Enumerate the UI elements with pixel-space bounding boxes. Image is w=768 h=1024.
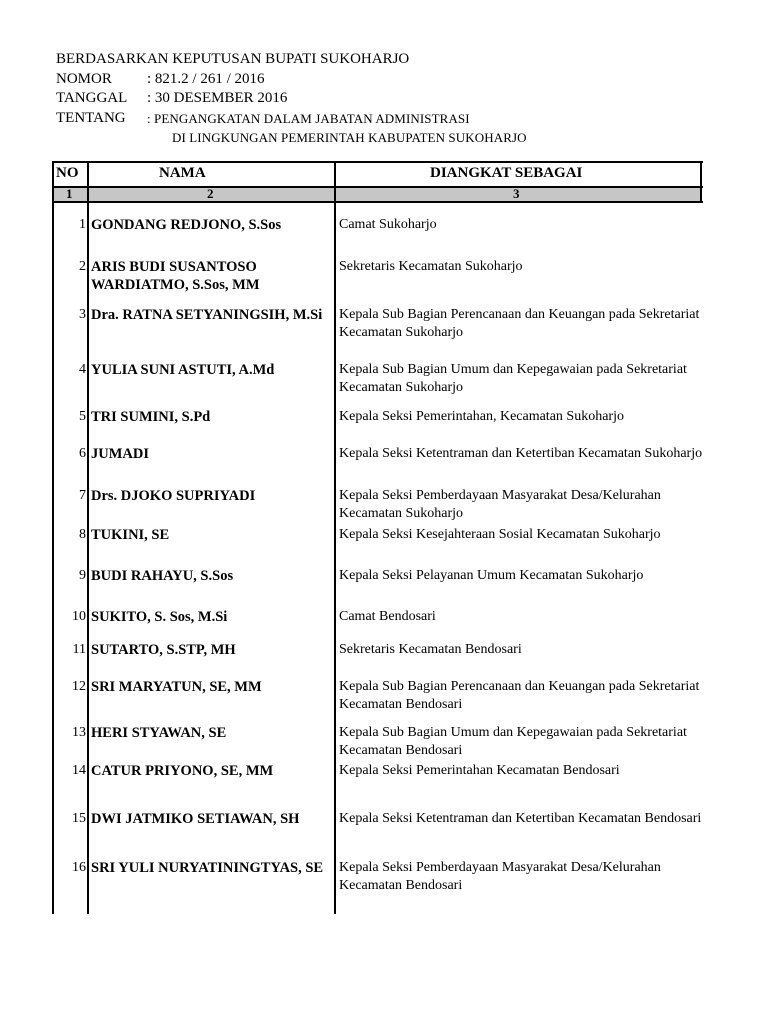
tentang-label: TENTANG <box>56 109 126 126</box>
row-name: SUTARTO, S.STP, MH <box>91 642 236 658</box>
row-number: 7 <box>79 488 86 503</box>
row-number: 12 <box>72 679 86 694</box>
row-number: 9 <box>79 568 86 583</box>
row-position: Kepala Sub Bagian Perencanaan dan Keuangan pada Sekretariat Kecamatan Bendosari <box>339 679 700 712</box>
row-number: 13 <box>72 725 86 740</box>
row-number: 8 <box>79 527 86 542</box>
row-name: SRI MARYATUN, SE, MM <box>91 679 262 695</box>
row-number: 16 <box>72 860 86 875</box>
nomor-label: NOMOR <box>56 70 112 87</box>
number-row-divider <box>52 201 703 203</box>
row-position: Kepala Sub Bagian Perencanaan dan Keuangan pada Sekretariat Kecamatan Sukoharjo <box>339 307 700 340</box>
row-position: Kepala Seksi Pemerintahan, Kecamatan Sukoharjo <box>339 409 624 424</box>
nomor-value: : 821.2 / 261 / 2016 <box>147 70 265 87</box>
row-number: 2 <box>79 259 86 274</box>
table-top-border <box>52 161 703 163</box>
row-name: JUMADI <box>91 446 149 462</box>
row-position: Kepala Seksi Pelayanan Umum Kecamatan Sukoharjo <box>339 568 644 583</box>
column-number-jabatan: 3 <box>513 186 520 201</box>
row-name: BUDI RAHAYU, S.Sos <box>91 568 234 584</box>
row-position: Camat Sukoharjo <box>339 217 437 232</box>
table-right-border <box>700 161 702 202</box>
row-position: Kepala Seksi Ketentraman dan Ketertiban Kecamatan Sukoharjo <box>339 446 703 461</box>
row-name: Dra. RATNA SETYANINGSIH, M.Si <box>91 307 323 323</box>
column-divider-no <box>87 161 89 914</box>
row-position: Camat Bendosari <box>339 609 436 624</box>
row-number: 5 <box>79 409 86 424</box>
column-divider-nama <box>334 161 336 914</box>
row-name: SUKITO, S. Sos, M.Si <box>91 609 228 625</box>
row-number: 11 <box>72 642 86 657</box>
row-position: Kepala Sub Bagian Umum dan Kepegawaian pada Sekretariat Kecamatan Sukoharjo <box>339 362 687 395</box>
column-number-no: 1 <box>66 186 73 201</box>
row-position: Kepala Seksi Pemberdayaan Masyarakat Desa/Kelurahan Kecamatan Bendosari <box>339 860 661 893</box>
row-position: Sekretaris Kecamatan Sukoharjo <box>339 259 523 274</box>
row-position: Kepala Seksi Kesejahteraan Sosial Kecamatan Sukoharjo <box>339 527 661 542</box>
row-name: SRI YULI NURYATININGTYAS, SE <box>91 860 324 876</box>
row-name: HERI STYAWAN, SE <box>91 725 227 741</box>
row-name: TUKINI, SE <box>91 527 170 543</box>
tanggal-value: : 30 DESEMBER 2016 <box>147 90 288 106</box>
row-position: Kepala Sub Bagian Umum dan Kepegawaian pada Sekretariat Kecamatan Bendosari <box>339 725 687 758</box>
tentang-value: : PENGANGKATAN DALAM JABATAN ADMINISTRASI <box>147 110 470 126</box>
row-name: GONDANG REDJONO, S.Sos <box>91 217 282 233</box>
column-number-band <box>54 187 702 201</box>
column-header-nama: NAMA <box>159 165 206 181</box>
row-position: Kepala Seksi Ketentraman dan Ketertiban Kecamatan Bendosari <box>339 811 702 826</box>
row-number: 3 <box>79 307 86 322</box>
row-number: 1 <box>79 217 86 232</box>
column-header-no: NO <box>56 165 79 181</box>
row-name: DWI JATMIKO SETIAWAN, SH <box>91 811 300 827</box>
row-position: Kepala Seksi Pemberdayaan Masyarakat Desa/Kelurahan Kecamatan Sukoharjo <box>339 488 661 521</box>
row-number: 6 <box>79 446 86 461</box>
row-number: 4 <box>79 362 86 377</box>
row-name: CATUR PRIYONO, SE, MM <box>91 763 274 779</box>
tanggal-label: TANGGAL <box>56 90 128 106</box>
row-position: Sekretaris Kecamatan Bendosari <box>339 642 522 657</box>
appointment-table <box>52 161 703 914</box>
row-number: 14 <box>72 763 86 778</box>
row-name: Drs. DJOKO SUPRIYADI <box>91 488 256 504</box>
column-number-nama: 2 <box>207 186 214 201</box>
row-name: TRI SUMINI, S.Pd <box>91 409 211 425</box>
row-number: 15 <box>72 811 86 826</box>
decree-title: BERDASARKAN KEPUTUSAN BUPATI SUKOHARJO <box>56 51 410 67</box>
column-header-jabatan: DIANGKAT SEBAGAI <box>430 165 583 181</box>
row-name: ARIS BUDI SUSANTOSO WARDIATMO, S.Sos, MM <box>91 259 260 293</box>
header-divider <box>52 186 703 188</box>
row-number: 10 <box>72 609 86 624</box>
row-position: Kepala Seksi Pemerintahan Kecamatan Bendosari <box>339 763 620 778</box>
row-name: YULIA SUNI ASTUTI, A.Md <box>91 362 275 378</box>
tentang-value-continued: DI LINGKUNGAN PEMERINTAH KABUPATEN SUKOHARJO <box>172 130 527 145</box>
